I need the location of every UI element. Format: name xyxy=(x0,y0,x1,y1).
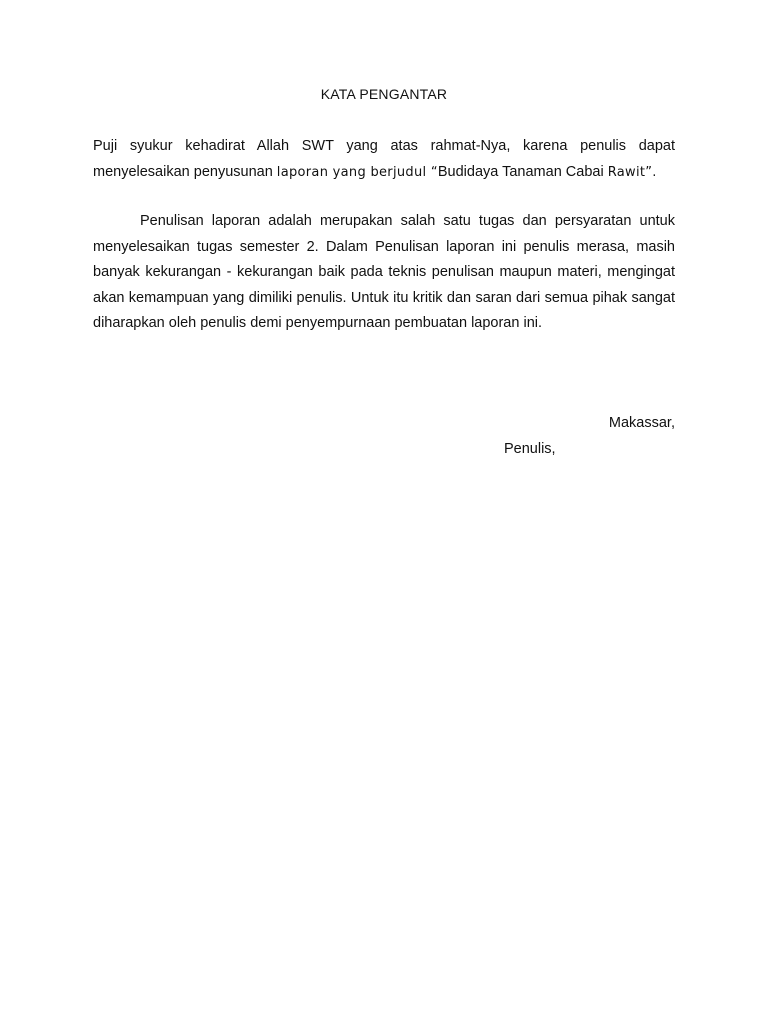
paragraph-intro-part3: Budidaya Tanaman Cabai xyxy=(437,163,608,180)
page-title: KATA PENGANTAR xyxy=(320,86,448,102)
closing-writer: Penulis, xyxy=(504,441,556,457)
paragraph-intro xyxy=(93,134,675,185)
paragraph-intro-part4: Rawit”. xyxy=(607,164,657,180)
paragraph-intro-part2: laporan yang berjudul “ xyxy=(276,164,438,180)
closing-city: Makassar, xyxy=(608,415,675,431)
paragraph-intro-part1: Puji syukur kehadirat Allah SWT yang atas rahmat-Nya, karena penulis dapat menyelesaikan penyusunan xyxy=(93,138,675,180)
paragraph-body: Penulisan laporan adalah merupakan salah satu tugas dan persyaratan untuk menyelesaikan tugas semester 2. Dalam Penulisan laporan ini penulis merasa, masih banyak kekurangan - kekurangan baik pada teknis penulisan maupun materi, mengingat akan kemampuan yang dimiliki penulis. Untuk itu kritik dan saran dari semua pihak sangat diharapkan oleh penulis demi penyempurnaan pembuatan laporan ini. xyxy=(93,213,675,331)
